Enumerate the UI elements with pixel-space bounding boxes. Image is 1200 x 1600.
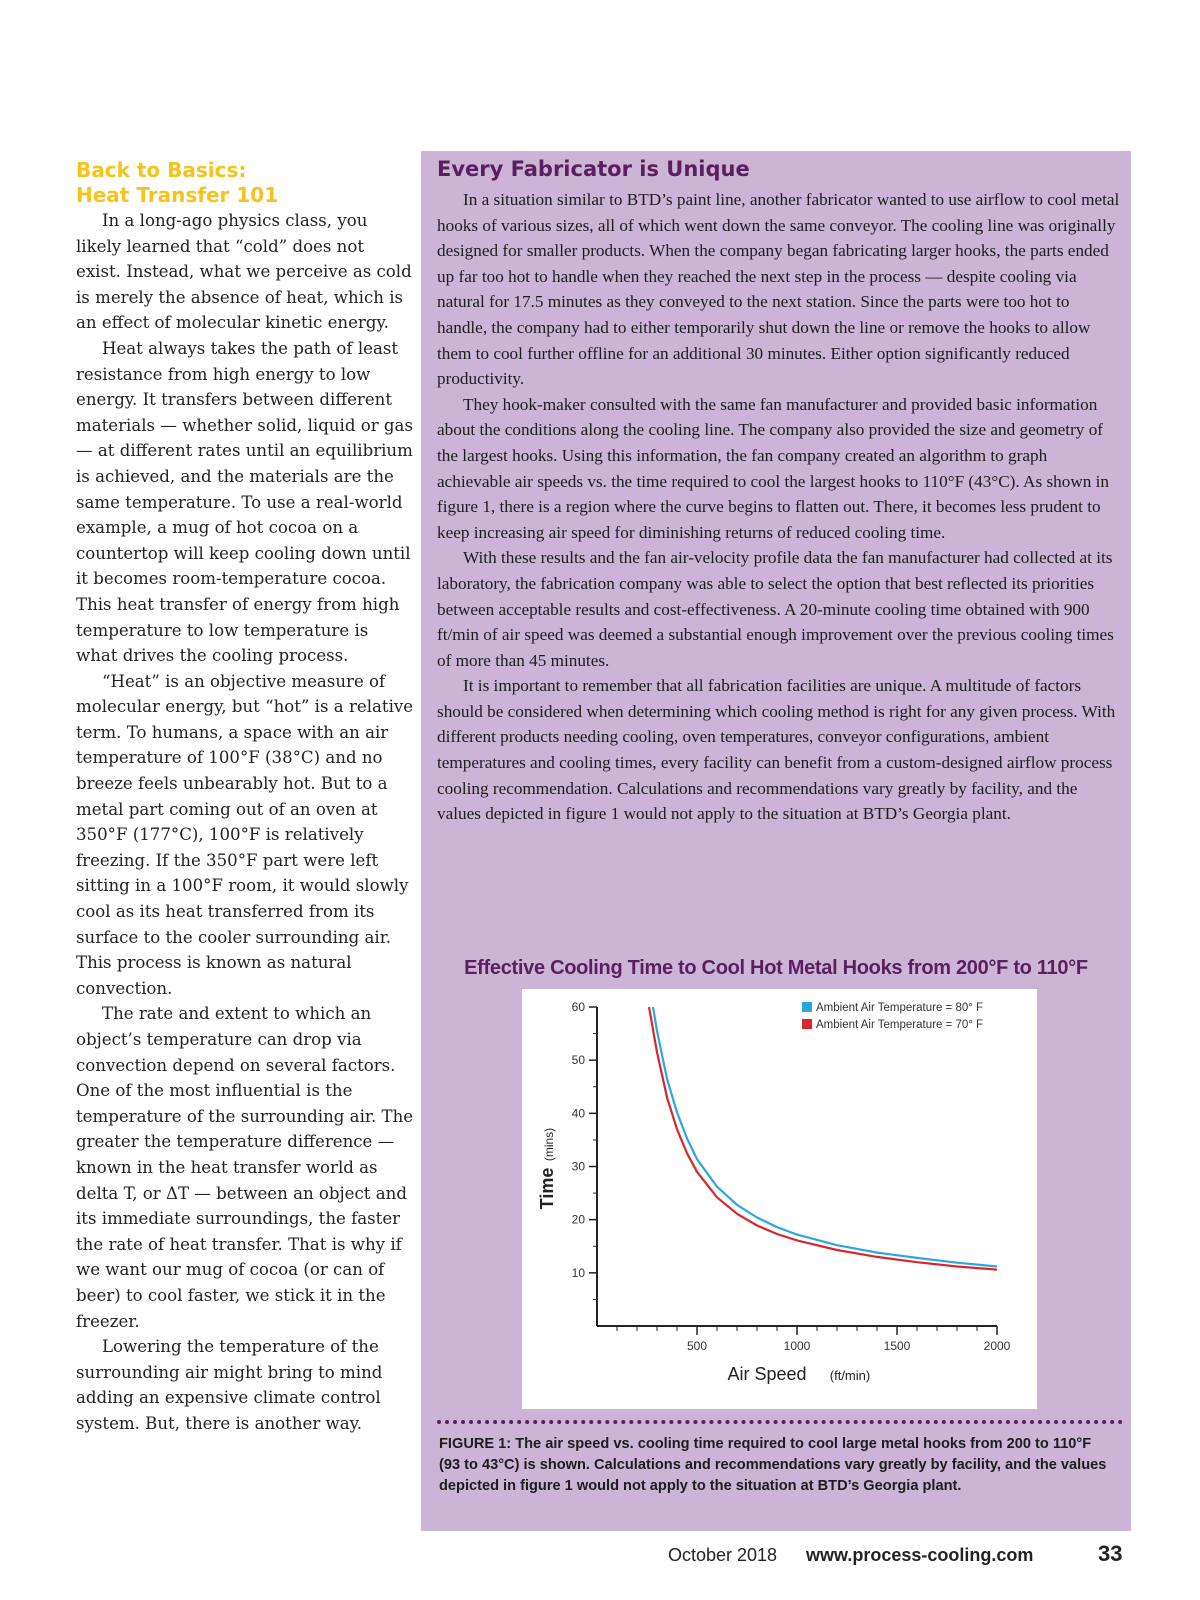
y-tick-label: 30 xyxy=(571,1159,585,1174)
sidebar-paragraph: It is important to remember that all fabrication facilities are unique. A multitude of factors should be considered when determining which cooling method is right for any given process. With different products needing cooling, oven temperatures, conveyor configurations, ambient temperatures and cooling times, every facility can benefit from a custom-designed airflow process cooling recommendation. Calculations and recommendations vary greatly by facility, and the values depicted in figure 1 would not apply to the situation at BTD’s Georgia plant. xyxy=(437,676,1116,824)
left-heading-line2: Heat Transfer 101 xyxy=(76,183,279,207)
left-paragraph: The rate and extent to which an object’s temperature can drop via convection depend on several factors. One of the most influential is the temperature of the surrounding air. The greater the temperature difference — known in the heat transfer world as delta T, or ΔT — between an object and its immediate surroundings, the faster the rate of heat transfer. That is why if we want our mug of cocoa (or can of beer) to cool faster, we stick it in the freezer. xyxy=(76,1004,414,1331)
cooling-time-chart xyxy=(522,989,1037,1409)
sidebar-box xyxy=(421,151,1131,1531)
y-tick-label: 40 xyxy=(571,1106,585,1121)
series-line-1 xyxy=(653,1007,997,1267)
y-axis-unit: (mins) xyxy=(542,1127,556,1162)
x-tick-label: 500 xyxy=(686,1339,708,1353)
sidebar-paragraph: They hook-maker consulted with the same fan manufacturer and provided basic information about the conditions along the cooling line. The company also provided the size and geometry of the largest hooks. Using this information, the fan company created an algorithm to graph achievable air speeds vs. the time required to cool the largest hooks to 110°F (43°C). As shown in figure 1, there is a region where the curve begins to flatten out. There, it becomes less prudent to keep increasing air speed for diminishing returns of reduced cooling time. xyxy=(437,394,1109,542)
x-tick-label: 1500 xyxy=(883,1339,911,1353)
x-tick-label: 1000 xyxy=(783,1339,811,1353)
left-paragraph: “Heat” is an objective measure of molecular energy, but “hot” is a relative term. To humans, a space with an air temperature of 100°F (38°C) and no breeze feels unbearably hot. But to a metal part coming out of an oven at 350°F (177°C), 100°F is relatively freezing. If the 350°F part were left sitting in a 100°F room, it would slowly cool as its heat transferred from its surface to the cooler surrounding air. This process is known as natural convection. xyxy=(76,671,414,998)
y-tick-label: 10 xyxy=(571,1265,585,1280)
y-tick-label: 50 xyxy=(571,1053,585,1068)
sidebar-paragraph: With these results and the fan air-velocity profile data the fan manufacturer had collected at its laboratory, the fabrication company was able to select the option that best reflected its priorities between acceptable results and cost-effectiveness. A 20-minute cooling time obtained with 900 ft/min of air speed was deemed a substantial enough improvement over the previous cooling times of more than 45 minutes. xyxy=(437,548,1114,670)
x-axis-label: Air Speed xyxy=(727,1364,807,1384)
legend-swatch-2 xyxy=(802,1019,812,1029)
chart-title: Effective Cooling Time to Cool Hot Metal Hooks from 200°F to 110°F xyxy=(464,957,1088,979)
series-line-2 xyxy=(649,1007,997,1270)
left-paragraph: In a long-ago physics class, you likely learned that “cold” does not exist. Instead, what we perceive as cold is merely the absence of heat, which is an effect of molecular kinetic energy. xyxy=(76,211,412,333)
legend-swatch-1 xyxy=(802,1002,812,1012)
footer-url[interactable]: www.process-cooling.com xyxy=(806,1545,1034,1565)
left-heading-line1: Back to Basics: xyxy=(76,158,247,182)
y-tick-label: 60 xyxy=(571,1000,585,1014)
x-axis-unit: (ft/min) xyxy=(829,1368,871,1383)
y-axis-label-group xyxy=(537,1128,557,1210)
x-tick-label: 2000 xyxy=(983,1339,1011,1353)
legend-label-1: Ambient Air Temperature = 80° F xyxy=(816,1002,984,1014)
y-tick-label: 20 xyxy=(571,1212,585,1227)
left-paragraph: Heat always takes the path of least resistance from high energy to low energy. It transfers between different materials — whether solid, liquid or gas — at different rates until an equilibrium is achieved, and the materials are the same temperature. To use a real-world example, a mug of hot cocoa on a countertop will keep cooling down until it becomes room-temperature cocoa. This heat transfer of energy from high temperature to low temperature is what drives the cooling process. xyxy=(76,338,413,666)
page-number: 33 xyxy=(1098,1541,1123,1566)
left-paragraph: Lowering the temperature of the surrounding air might bring to mind adding an expensive climate control system. But, there is another way. xyxy=(76,1337,383,1433)
sidebar-paragraph: In a situation similar to BTD’s paint line, another fabricator wanted to use airflow to cool metal hooks of various sizes, all of which went down the same conveyor. The cooling line was originally designed for smaller products. When the company began fabricating larger hooks, the parts ended up far too hot to handle when they reached the next step in the process — despite cooling via natural for 17.5 minutes as they conveyed to the next station. Since the parts were too hot to handle, the company had to either temporarily shut down the line or remove the hooks to allow them to cool further offline for an additional 30 minutes. Either option significantly reduced productivity. xyxy=(437,190,1120,389)
dotted-divider xyxy=(437,1420,1123,1424)
figure-caption: FIGURE 1: The air speed vs. cooling time required to cool large metal hooks from 200 to 110°F (93 to 43°C) is shown. Calculations and recommendations vary greatly by facility, and the values depicted in figure 1 would not apply to the situation at BTD’s Georgia plant. xyxy=(439,1436,1107,1494)
y-axis-label: Time xyxy=(537,1167,557,1210)
sidebar-body xyxy=(437,187,1123,827)
sidebar-heading: Every Fabricator is Unique xyxy=(437,157,750,181)
left-heading xyxy=(76,158,414,208)
footer-date: October 2018 xyxy=(668,1545,778,1565)
left-column xyxy=(76,158,414,1437)
legend-label-2: Ambient Air Temperature = 70° F xyxy=(816,1019,984,1031)
chart-panel xyxy=(522,989,1037,1409)
